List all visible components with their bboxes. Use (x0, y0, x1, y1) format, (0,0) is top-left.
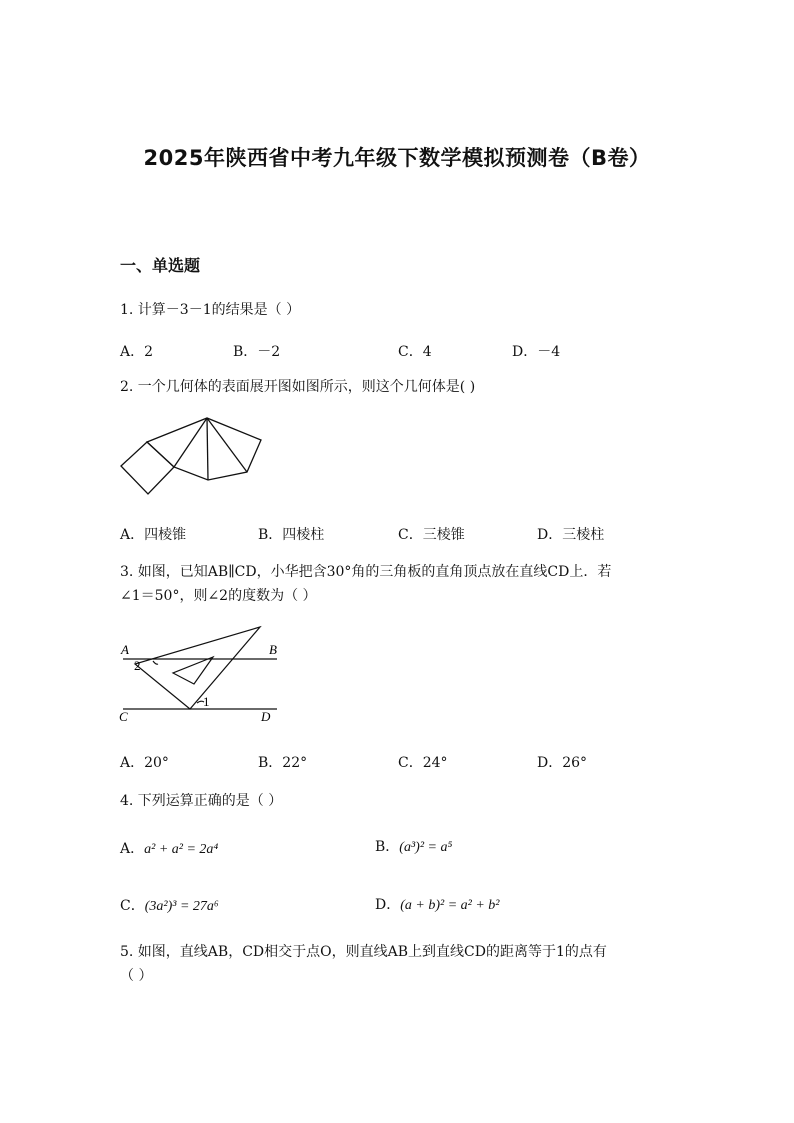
q1-option-a: A．2 (120, 344, 154, 360)
q2-option-c: C．三棱锥 (398, 527, 465, 543)
q1-option-d: D．－4 (512, 344, 561, 360)
question-1-stem: 1. 计算－3－1的结果是（ ） (120, 302, 301, 318)
q4-option-d-label: D． (375, 897, 401, 913)
question-3-stem-line2: ∠1＝50°，则∠2的度数为（ ） (120, 588, 317, 604)
q4-option-c-expr: (3a²)³ = 27a⁶ (144, 899, 219, 914)
parallel-lines-figure (115, 620, 285, 730)
q4-option-c (120, 895, 219, 915)
q3-option-d: D．26° (537, 755, 588, 771)
label-angle-1: 1 (203, 694, 210, 709)
q1-option-b: B．－2 (233, 344, 281, 360)
q2-option-a: A．四棱锥 (120, 527, 187, 543)
question-5-stem-line1: 5. 如图，直线AB，CD相交于点O，则直线AB上到直线CD的距离等于1的点有 (120, 944, 607, 960)
label-b: B (269, 642, 277, 657)
q3-option-b: B．22° (258, 755, 308, 771)
question-5-stem-line2: （ ） (120, 968, 153, 984)
net-outline (147, 418, 261, 480)
q4-option-b (375, 836, 452, 856)
q1-option-c: C．4 (398, 344, 432, 360)
q4-option-b-label: B． (375, 839, 400, 855)
net-figure (115, 410, 275, 505)
triangle-ruler-outer (135, 627, 260, 709)
q4-option-a-label: A． (120, 841, 145, 857)
q3-option-a: A．20° (120, 755, 169, 771)
section-title: 一、单选题 (120, 256, 201, 275)
label-a: A (121, 642, 129, 657)
question-2-stem: 2. 一个几何体的表面展开图如图所示，则这个几何体是( ) (120, 379, 476, 395)
angle-2-arc (153, 661, 158, 664)
q4-option-a-expr: a² + a² = 2a⁴ (144, 842, 219, 857)
question-3-stem-line1: 3. 如图，已知AB∥CD，小华把含30°角的三角板的直角顶点放在直线CD上．若 (120, 564, 612, 580)
label-d: D (261, 709, 271, 724)
q3-option-c: C．24° (398, 755, 448, 771)
q2-option-d: D．三棱柱 (537, 527, 605, 543)
q4-option-d-expr: (a + b)² = a² + b² (400, 898, 500, 913)
exam-title: 2025年陕西省中考九年级下数学模拟预测卷（B卷） (143, 146, 651, 170)
q2-option-b: B．四棱柱 (258, 527, 325, 543)
net-square-face (121, 442, 174, 494)
label-angle-2: 2 (134, 658, 141, 673)
label-c: C (119, 709, 128, 724)
triangle-ruler-inner (173, 657, 213, 684)
q4-option-d (375, 894, 500, 914)
q4-option-c-label: C． (120, 898, 145, 914)
question-4-stem: 4. 下列运算正确的是（ ） (120, 793, 283, 809)
q4-option-a (120, 838, 218, 858)
q4-option-b-expr: (a³)² = a⁵ (399, 840, 453, 855)
